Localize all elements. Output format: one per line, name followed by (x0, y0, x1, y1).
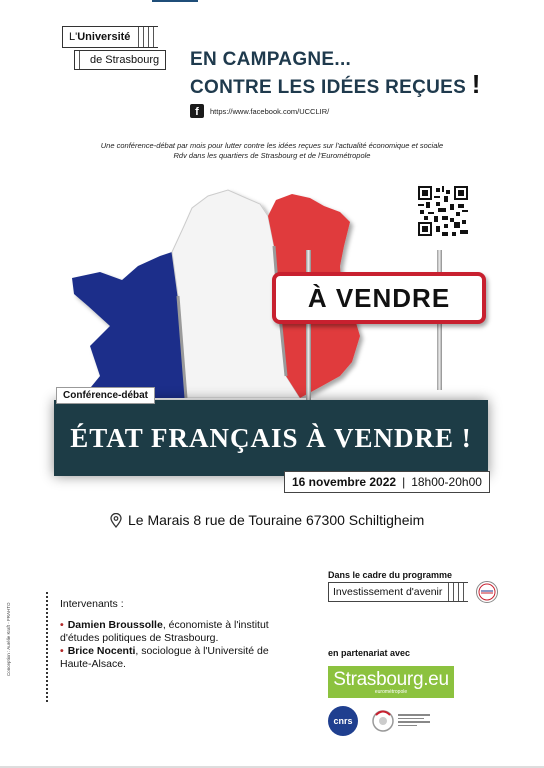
facebook-link[interactable] (190, 104, 329, 118)
slogan-exclamation: ! (471, 69, 481, 99)
intro-line1: Une conférence-débat par mois pour lutter contre les idées reçues sur l'actualité économique et sociale (100, 141, 444, 150)
university-logo-line2 (74, 50, 166, 70)
map-pin-icon (110, 513, 122, 528)
event-type: Conférence-débat (63, 390, 149, 401)
event-date-box (284, 471, 490, 493)
ministry-logo-text (398, 712, 430, 728)
top-accent-line (152, 0, 198, 2)
event-title: ÉTAT FRANÇAIS À VENDRE ! (70, 422, 472, 453)
event-title-banner (54, 400, 488, 476)
program-name: Investissement d'avenir (333, 586, 443, 598)
cnrs-logo (328, 706, 358, 736)
partners-heading: en partenariat avec (328, 648, 411, 658)
event-date: 16 novembre 2022 (292, 475, 397, 489)
university-logo-line1 (62, 26, 158, 48)
qr-code-icon (418, 186, 468, 236)
event-location (110, 512, 424, 528)
location-text: Le Marais 8 rue de Touraine 67300 Schiltigheim (128, 512, 425, 528)
program-heading: Dans le cadre du programme (328, 570, 453, 580)
ministry-logo (370, 706, 396, 734)
logo-bars-left (75, 51, 84, 69)
bullet-icon: • (60, 645, 64, 657)
event-type-tag (56, 387, 155, 404)
strasbourg-logo-sub: eurométropole (374, 688, 408, 695)
for-sale-sign (272, 272, 486, 324)
program-bars (448, 583, 468, 601)
sign-text: À VENDRE (307, 282, 451, 313)
design-credit: Conception : Aurélie Kraft - FRAHTO (6, 602, 11, 676)
slogan-line1: EN CAMPAGNE... (190, 49, 352, 70)
program-box (328, 582, 468, 602)
campaign-slogan (190, 48, 481, 100)
investissement-avenir-logo (476, 581, 498, 603)
speaker-item (60, 645, 300, 671)
speaker-name: Damien Broussolle (67, 619, 163, 631)
date-separator: | (402, 475, 406, 489)
intro-text (20, 141, 524, 161)
slogan-line2-wrap (190, 69, 481, 100)
logo-prefix: L' (69, 31, 78, 43)
logo-bars (138, 27, 158, 47)
speakers-block (60, 598, 300, 671)
slogan-line2: CONTRE LES IDÉES REÇUES (190, 77, 467, 98)
speakers-divider (46, 592, 48, 702)
speaker-item (60, 619, 300, 645)
speaker-description: , sociologue à l'Université de Haute-Alsace. (60, 645, 269, 670)
cnrs-text: cnrs (333, 716, 353, 726)
logo-university: Université (77, 31, 131, 43)
speaker-name: Brice Nocenti (67, 645, 136, 657)
event-time: 18h00-20h00 (411, 475, 482, 489)
strasbourg-eu-logo (328, 666, 454, 698)
speaker-description: , économiste à l'institut d'études politiques de Strasbourg. (60, 619, 269, 644)
facebook-icon: f (190, 104, 204, 118)
strasbourg-logo-main: Strasbourg.eu (333, 668, 449, 690)
logo-strasbourg: de Strasbourg (90, 54, 160, 66)
intro-line2: Rdv dans les quartiers de Strasbourg et de l'Eurométropole (173, 151, 371, 160)
facebook-url[interactable]: https://www.facebook.com/UCCLIR/ (210, 106, 330, 116)
speakers-heading: Intervenants : (60, 598, 124, 610)
bullet-icon: • (60, 619, 64, 631)
